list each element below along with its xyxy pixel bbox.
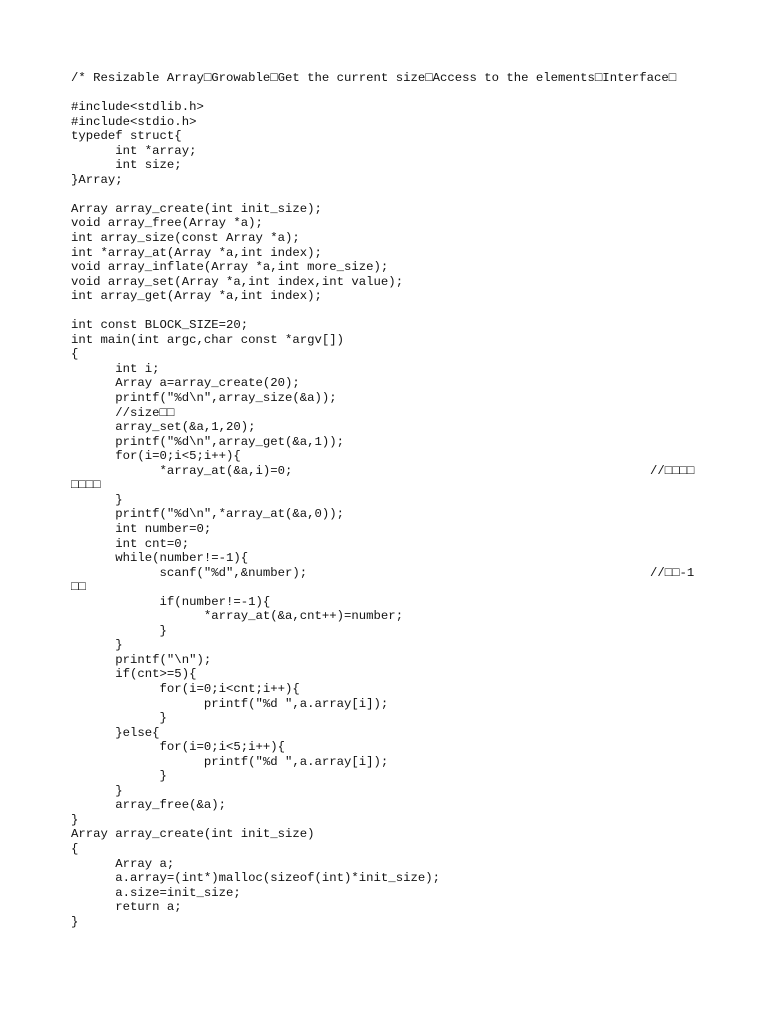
code-line-text: /* Resizable Array□Growable□Get the current size□Access to the elements□Interface□ [71, 71, 677, 85]
code-line-text: int *array_at(Array *a,int index); [71, 245, 322, 260]
code-line [71, 449, 711, 464]
code-line [71, 769, 711, 784]
code-line-text: printf("%d ",a.array[i]); [71, 754, 389, 769]
code-line-text: Array array_create(int init_size); [71, 201, 322, 216]
code-line [71, 246, 711, 261]
code-line-text: }Array; [71, 172, 123, 187]
code-line [71, 144, 711, 159]
code-line [71, 289, 711, 304]
code-line [71, 566, 711, 581]
code-line [71, 827, 711, 842]
code-line-text: #include<stdio.h> [71, 114, 197, 129]
code-line-text: if(cnt>=5){ [71, 667, 197, 682]
code-line-text: a.size=init_size; [71, 885, 241, 900]
code-line-text: if(number!=-1){ [71, 594, 271, 609]
code-line [71, 740, 711, 755]
code-line-comment: //□□-1 [650, 565, 695, 580]
code-line [71, 275, 711, 290]
code-line-text: int array_get(Array *a,int index); [71, 289, 322, 304]
code-line-text: int const BLOCK_SIZE=20; [71, 318, 249, 333]
code-line [71, 435, 711, 450]
code-line [71, 580, 711, 595]
code-line [71, 376, 711, 391]
code-line-text: for(i=0;i<5;i++){ [71, 449, 241, 464]
code-line-text: *array_at(&a,cnt++)=number; [71, 609, 404, 624]
code-line-text: a.array=(int*)malloc(sizeof(int)*init_size); [71, 871, 440, 886]
code-line [71, 682, 711, 697]
code-line [71, 187, 711, 202]
code-line-text: array_free(&a); [71, 798, 226, 813]
code-line-text: int size; [71, 158, 182, 173]
code-line [71, 813, 711, 828]
code-line-text: for(i=0;i<cnt;i++){ [71, 681, 300, 696]
code-line [71, 551, 711, 566]
code-line [71, 653, 711, 668]
code-line [71, 173, 711, 188]
code-line [71, 304, 711, 319]
code-line [71, 333, 711, 348]
code-line-text: } [71, 783, 123, 798]
code-line-text: } [71, 812, 79, 827]
code-line [71, 537, 711, 552]
code-line [71, 231, 711, 246]
code-line-text: void array_set(Array *a,int index,int value); [71, 274, 404, 289]
code-line-text: printf("\n"); [71, 652, 212, 667]
code-line [71, 420, 711, 435]
code-line-text: Array array_create(int init_size) [71, 827, 315, 842]
code-line [71, 595, 711, 610]
code-line [71, 347, 711, 362]
code-line [71, 755, 711, 770]
code-line [71, 478, 711, 493]
code-line [71, 100, 711, 115]
code-line [71, 711, 711, 726]
code-line-text: array_set(&a,1,20); [71, 420, 256, 435]
code-line-text: printf("%d ",a.array[i]); [71, 696, 389, 711]
code-line [71, 886, 711, 901]
code-line [71, 464, 711, 479]
code-line [71, 216, 711, 231]
code-line-text: printf("%d\n",array_size(&a)); [71, 391, 337, 406]
code-line-text: return a; [71, 900, 182, 915]
code-line-text: Array a; [71, 856, 175, 871]
code-line [71, 842, 711, 857]
code-line-text: } [71, 711, 167, 726]
code-line [71, 129, 711, 144]
code-listing [71, 71, 711, 929]
code-line-text: } [71, 492, 123, 507]
code-line-text: *array_at(&a,i)=0; [71, 463, 293, 478]
code-line [71, 726, 711, 741]
code-line [71, 362, 711, 377]
code-line [71, 857, 711, 872]
code-line-text: printf("%d\n",*array_at(&a,0)); [71, 507, 345, 522]
code-line-text: □□ [71, 580, 86, 595]
code-line-text: }else{ [71, 725, 160, 740]
code-line [71, 667, 711, 682]
code-line-text: printf("%d\n",array_get(&a,1)); [71, 434, 345, 449]
code-line [71, 260, 711, 275]
code-line [71, 784, 711, 799]
code-line-text: scanf("%d",&number); [71, 565, 308, 580]
code-line [71, 871, 711, 886]
code-line [71, 493, 711, 508]
code-line-text: int number=0; [71, 521, 212, 536]
code-line-text: } [71, 638, 123, 653]
code-line-text: for(i=0;i<5;i++){ [71, 740, 286, 755]
code-line-text: { [71, 347, 79, 362]
code-line-text: } [71, 769, 167, 784]
code-line-text: int main(int argc,char const *argv[]) [71, 332, 345, 347]
code-line [71, 86, 711, 101]
code-line-text: void array_free(Array *a); [71, 216, 263, 231]
code-line [71, 624, 711, 639]
code-line-text: int *array; [71, 143, 197, 158]
code-line [71, 915, 711, 930]
code-line-text: typedef struct{ [71, 129, 182, 144]
code-line-text: { [71, 841, 79, 856]
code-line [71, 638, 711, 653]
code-line [71, 522, 711, 537]
code-line [71, 115, 711, 130]
code-line [71, 507, 711, 522]
code-line [71, 71, 711, 86]
code-line [71, 318, 711, 333]
code-line [71, 609, 711, 624]
code-line-text: void array_inflate(Array *a,int more_size); [71, 260, 389, 275]
code-line-text: Array a=array_create(20); [71, 376, 300, 391]
code-line-text: □□□□ [71, 478, 101, 493]
code-line-text: int i; [71, 361, 160, 376]
code-line [71, 697, 711, 712]
code-line-text: while(number!=-1){ [71, 551, 249, 566]
code-line-text: } [71, 914, 79, 929]
code-line [71, 391, 711, 406]
code-line-text: int cnt=0; [71, 536, 190, 551]
code-line-text: #include<stdlib.h> [71, 100, 204, 115]
code-line [71, 798, 711, 813]
code-line-text: int array_size(const Array *a); [71, 231, 300, 246]
code-line [71, 158, 711, 173]
code-line-comment: //□□□□ [650, 463, 695, 478]
code-line-text: //size□□ [71, 405, 175, 420]
code-line [71, 202, 711, 217]
code-line [71, 406, 711, 421]
code-line-text: } [71, 623, 167, 638]
code-line [71, 900, 711, 915]
